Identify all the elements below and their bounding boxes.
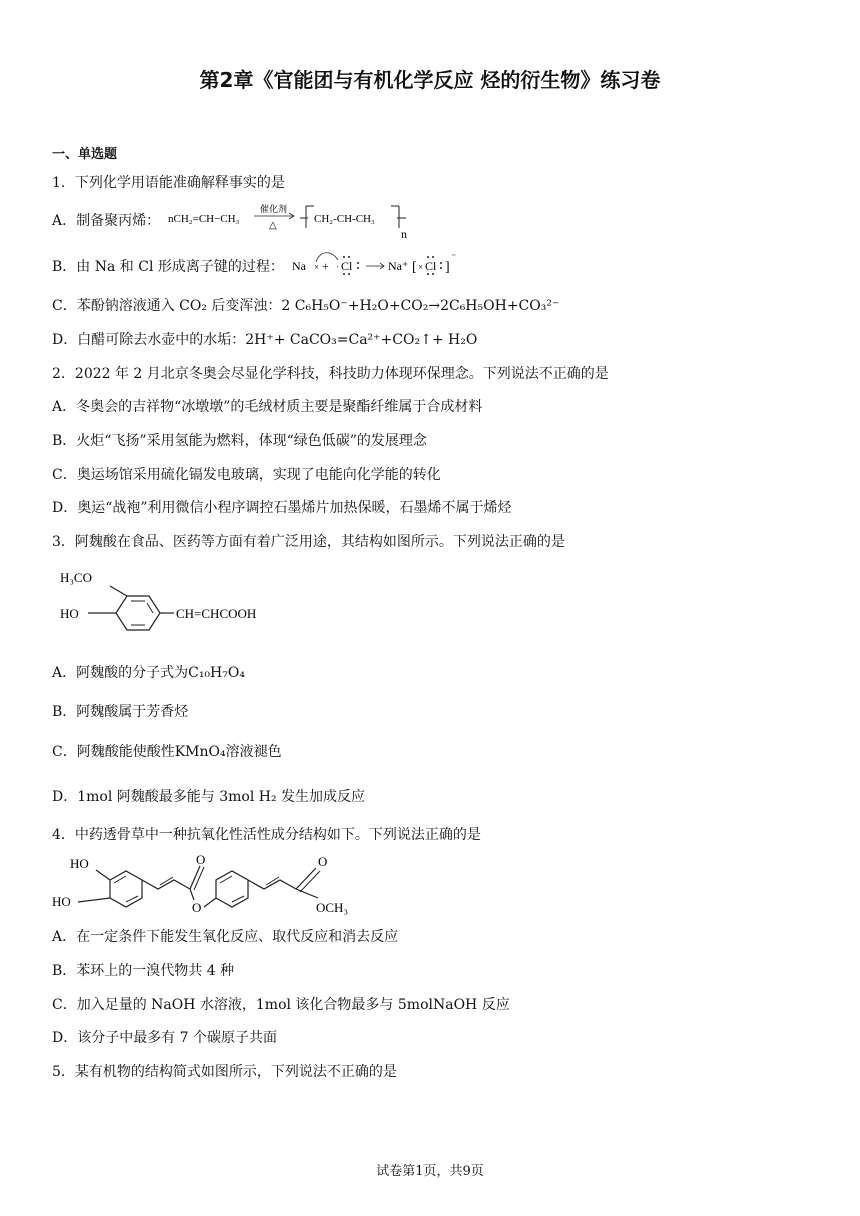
q1-option-d: D．白醋可除去水壶中的水垢：2H⁺+ CaCO₃=Ca²⁺+CO₂↑+ H₂O xyxy=(52,332,478,348)
q1-polypropylene-equation xyxy=(168,200,418,244)
q4-o-carbonyl-1: O xyxy=(196,852,206,867)
svg-text:+: + xyxy=(322,259,329,273)
page-footer: 试卷第1页，共9页 xyxy=(376,1164,484,1179)
page-title: 第2章《官能团与有机化学反应 烃的衍生物》练习卷 xyxy=(199,68,661,92)
q4-option-d: D．该分子中最多有 7 个碳原子共面 xyxy=(52,1030,278,1046)
q2-option-b: B．火炬“飞扬”采用氢能为燃料，体现“绿色低碳”的发展理念 xyxy=(52,433,427,449)
q3-side-chain: CH=CHCOOH xyxy=(176,606,257,621)
q1-ionic-bond-diagram xyxy=(292,248,462,282)
q4-ho-left: HO xyxy=(52,894,71,909)
svg-text:×: × xyxy=(418,262,424,272)
q1b-na: Na xyxy=(292,259,306,273)
q3-h3co: H₃CO xyxy=(60,570,92,585)
svg-text:[: [ xyxy=(412,260,417,275)
section-heading: 一、单选题 xyxy=(52,147,118,162)
q3-option-c: C．阿魏酸能使酸性KMnO₄溶液褪色 xyxy=(52,744,282,760)
q2-option-d: D．奥运“战袍”利用微信小程序调控石墨烯片加热保暖，石墨烯不属于烯烃 xyxy=(52,500,512,516)
q1b-minus: ⁻ xyxy=(451,252,457,263)
q4-och3: OCH₃ xyxy=(316,900,348,915)
q1a-n: n xyxy=(401,227,407,241)
q5-stem: 5．某有机物的结构简式如图所示，下列说法不正确的是 xyxy=(52,1064,397,1080)
q1-option-c: C．苯酚钠溶液通入 CO₂ 后变浑浊：2 C₆H₅O⁻+H₂O+CO₂→2C₆H₅OH+CO₃²⁻ xyxy=(52,298,560,314)
q4-option-a: A．在一定条件下能发生氧化反应、取代反应和消去反应 xyxy=(52,929,399,945)
q1a-product: CH₂-CH-CH₃ xyxy=(314,213,375,225)
q3-stem: 3．阿魏酸在食品、医药等方面有着广泛用途，其结构如图所示。下列说法正确的是 xyxy=(52,534,565,550)
q2-option-a: A．冬奥会的吉祥物“冰墩墩”的毛绒材质主要是聚酯纤维属于合成材料 xyxy=(52,399,483,415)
q1-option-a: A．制备聚丙烯： xyxy=(52,213,161,229)
q1b-cl: Cl xyxy=(341,259,353,273)
q4-antioxidant-structure xyxy=(52,850,382,922)
svg-text:·: · xyxy=(336,262,339,272)
q3-ferulic-acid-structure xyxy=(52,566,262,638)
q4-stem: 4．中药透骨草中一种抗氧化性活性成分结构如下。下列说法正确的是 xyxy=(52,827,481,843)
q4-option-c: C．加入足量的 NaOH 水溶液，1mol 该化合物最多与 5molNaOH 反应 xyxy=(52,997,510,1013)
q1b-cl-ion: Cl xyxy=(425,259,437,273)
svg-text:×: × xyxy=(314,262,320,272)
q4-o-ester: O xyxy=(192,900,202,915)
q3-option-d: D．1mol 阿魏酸最多能与 3mol H₂ 发生加成反应 xyxy=(52,789,366,805)
q1a-reactant: nCH₂=CH−CH₃ xyxy=(168,213,240,225)
q3-option-b: B．阿魏酸属于芳香烃 xyxy=(52,704,189,720)
q4-option-b: B．苯环上的一溴代物共 4 种 xyxy=(52,963,235,979)
q2-stem: 2．2022 年 2 月北京冬奥会尽显化学科技，科技助力体现环保理念。下列说法不正确的是 xyxy=(52,366,609,382)
q2-option-c: C．奥运场馆采用硫化镉发电玻璃，实现了电能向化学能的转化 xyxy=(52,467,441,483)
q4-ho-top: HO xyxy=(70,856,89,871)
q3-option-a: A．阿魏酸的分子式为C₁₀H₇O₄ xyxy=(52,665,245,681)
q1a-catalyst: 催化剂 xyxy=(260,204,288,214)
q1-stem: 1．下列化学用语能准确解释事实的是 xyxy=(52,175,285,191)
q3-ho: HO xyxy=(60,606,79,621)
q1-option-b: B．由 Na 和 Cl 形成离子键的过程： xyxy=(52,259,284,275)
q4-o-carbonyl-2: O xyxy=(318,854,328,869)
svg-text:]: ] xyxy=(445,260,450,275)
q1a-heat: △ xyxy=(269,220,277,231)
q1b-na-ion: Na⁺ xyxy=(388,259,409,273)
